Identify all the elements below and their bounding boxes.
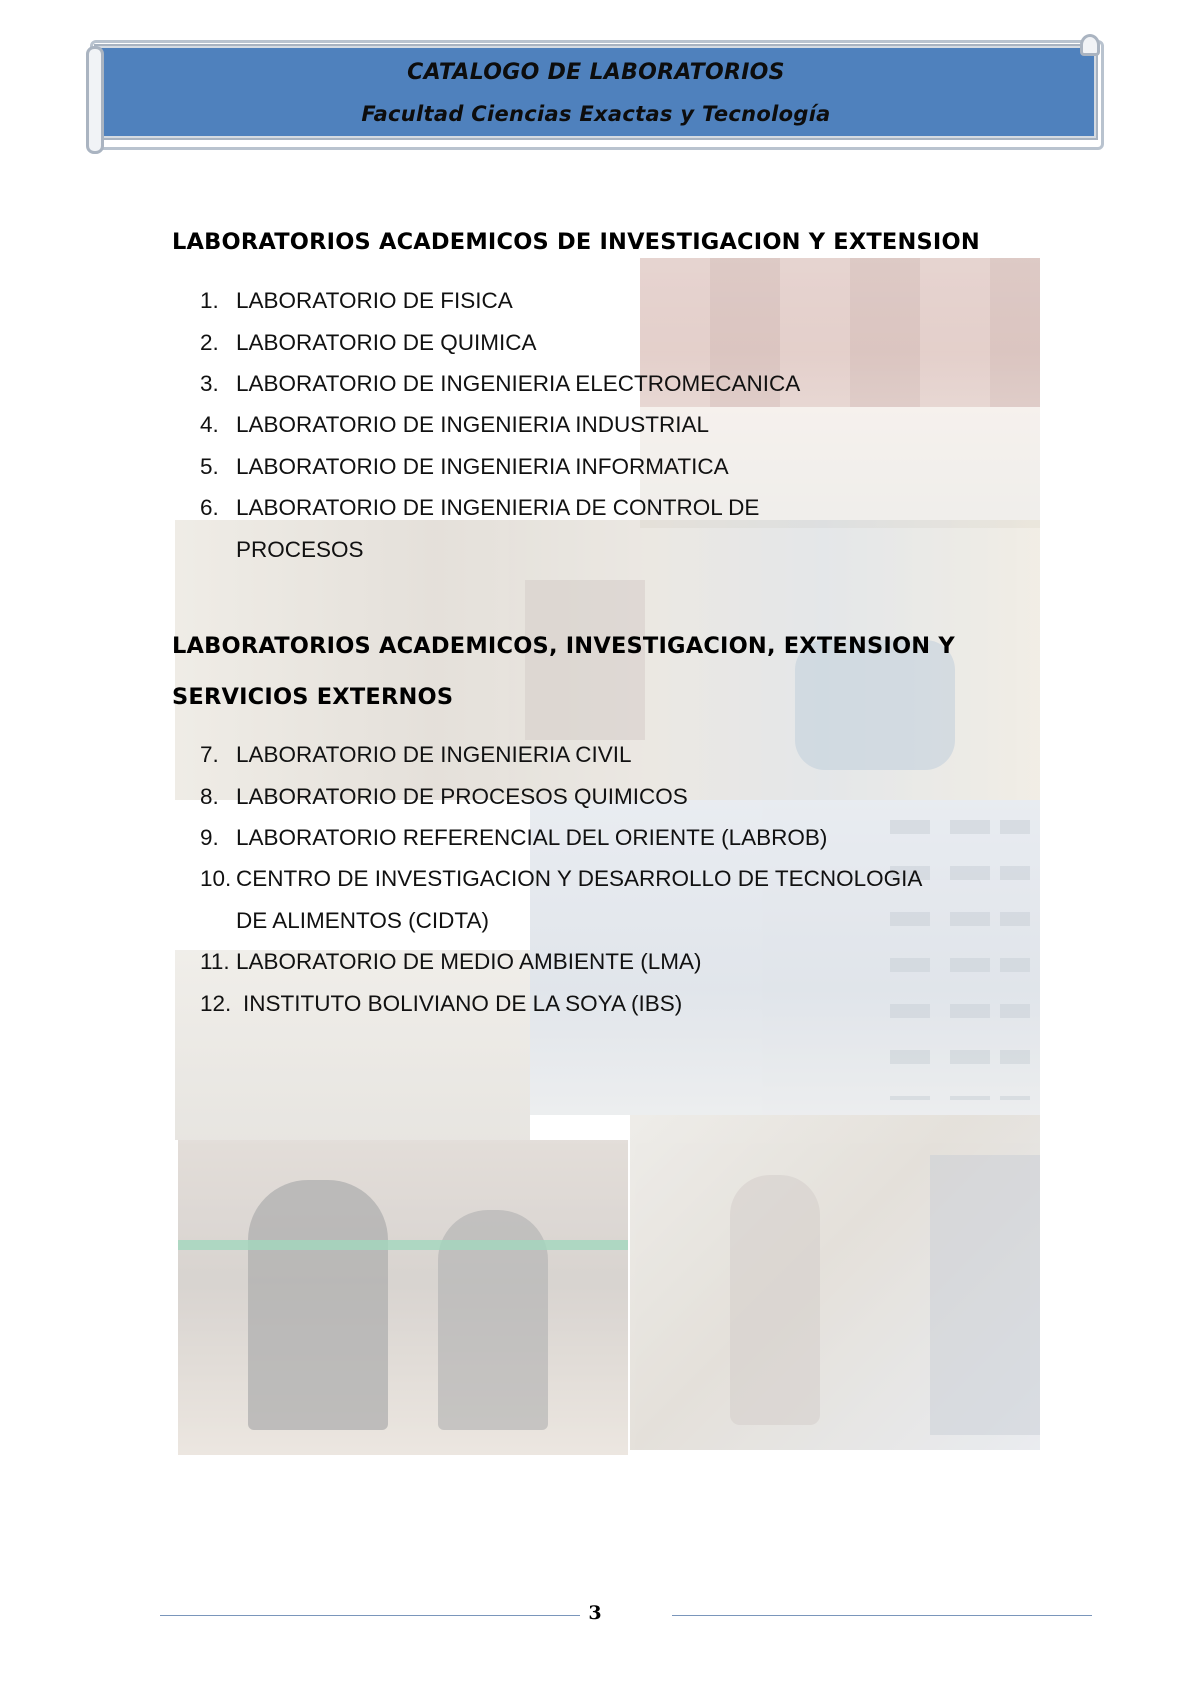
scroll-curl-left	[86, 46, 104, 154]
faculty-subtitle: Facultad Ciencias Exactas y Tecnología	[361, 102, 831, 126]
section-heading-services: LABORATORIOS ACADEMICOS, INVESTIGACION, EXTENSION Y	[172, 633, 955, 659]
background-photo-tanks	[178, 1140, 628, 1455]
section-heading-services-continued: SERVICIOS EXTERNOS	[172, 684, 454, 710]
catalog-title: CATALOGO DE LABORATORIOS	[407, 60, 785, 85]
scroll-curl-right	[1080, 34, 1100, 56]
background-photo-equipment	[175, 950, 530, 1140]
page-number: 3	[588, 1602, 602, 1624]
background-photo-workbench	[630, 1115, 1040, 1450]
banner-body	[96, 46, 1096, 138]
footer-rule-right	[672, 1615, 1092, 1616]
footer-rule-left	[160, 1615, 580, 1616]
header-banner	[86, 34, 1102, 152]
section-heading-research: LABORATORIOS ACADEMICOS DE INVESTIGACION Y EXTENSION	[172, 229, 980, 255]
